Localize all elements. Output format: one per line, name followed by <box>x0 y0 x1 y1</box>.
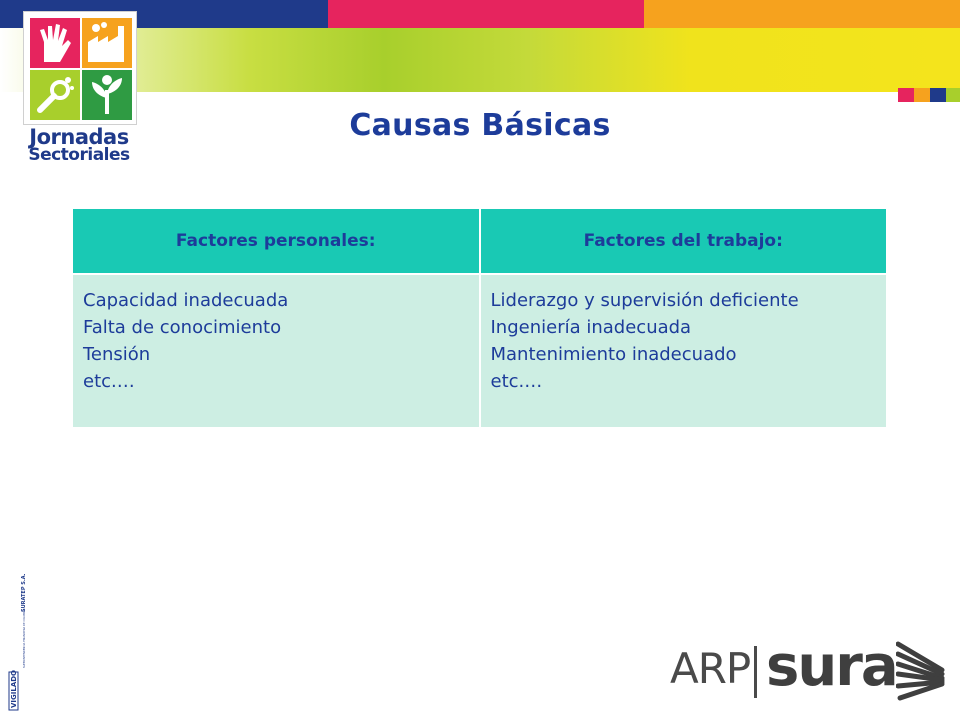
header-personal-factors: Factores personales: <box>72 208 480 274</box>
banner-gradient <box>0 28 960 92</box>
causes-table <box>71 207 888 429</box>
list-item: Falta de conocimiento <box>83 317 282 338</box>
hand-icon <box>30 18 80 68</box>
deco-square-lime <box>946 88 960 102</box>
factory-icon <box>82 18 132 68</box>
list-item: Ingeniería inadecuada <box>490 317 692 338</box>
arp-sura-brand <box>664 636 950 714</box>
logo-factory-quadrant <box>82 18 132 68</box>
banner-stripe-pink <box>328 0 644 28</box>
vigilado-mark <box>6 572 32 712</box>
brand-name: sura <box>766 634 897 699</box>
list-item: etc.… <box>490 371 543 392</box>
cell-personal-factors <box>72 274 480 428</box>
deco-square-orange <box>914 88 930 102</box>
table-row <box>72 274 887 428</box>
vigilado-entity: SUPERINTENDENCIA FINANCIERA DE COLOMBIA <box>23 608 26 668</box>
list-item: Mantenimiento inadecuado <box>490 344 737 365</box>
list-item: Liderazgo y supervisión deficiente <box>490 290 799 311</box>
vigilado-label: VIGILADO <box>10 669 18 708</box>
logo-hand-quadrant <box>30 18 80 68</box>
cell-work-factors <box>480 274 888 428</box>
brand-divider <box>754 646 757 698</box>
logo-tools-quadrant <box>30 70 80 120</box>
jornadas-sectoriales-logo <box>14 8 144 164</box>
decorative-squares <box>898 88 960 102</box>
deco-square-navy <box>930 88 946 102</box>
logo-plant-quadrant <box>82 70 132 120</box>
logo-word-jornadas: Jornadas <box>29 125 129 149</box>
company-label: SURATEP S.A. <box>21 573 27 612</box>
banner-stripe-orange <box>644 0 960 28</box>
page-title: Causas Básicas <box>349 108 611 143</box>
header-work-factors: Factores del trabajo: <box>480 208 888 274</box>
logo-word-sectoriales: Sectoriales <box>28 145 130 165</box>
list-item: Capacidad inadecuada <box>83 290 289 311</box>
sura-wing-icon <box>896 640 948 706</box>
top-banner <box>0 0 960 92</box>
list-item: Tensión <box>83 344 151 365</box>
table-header-row <box>72 208 887 274</box>
plant-icon <box>82 70 132 120</box>
logo-quadrants <box>24 12 136 124</box>
deco-square-pink <box>898 88 914 102</box>
list-item: etc.… <box>83 371 135 392</box>
brand-prefix: ARP <box>670 644 751 693</box>
wrench-icon <box>30 70 80 120</box>
